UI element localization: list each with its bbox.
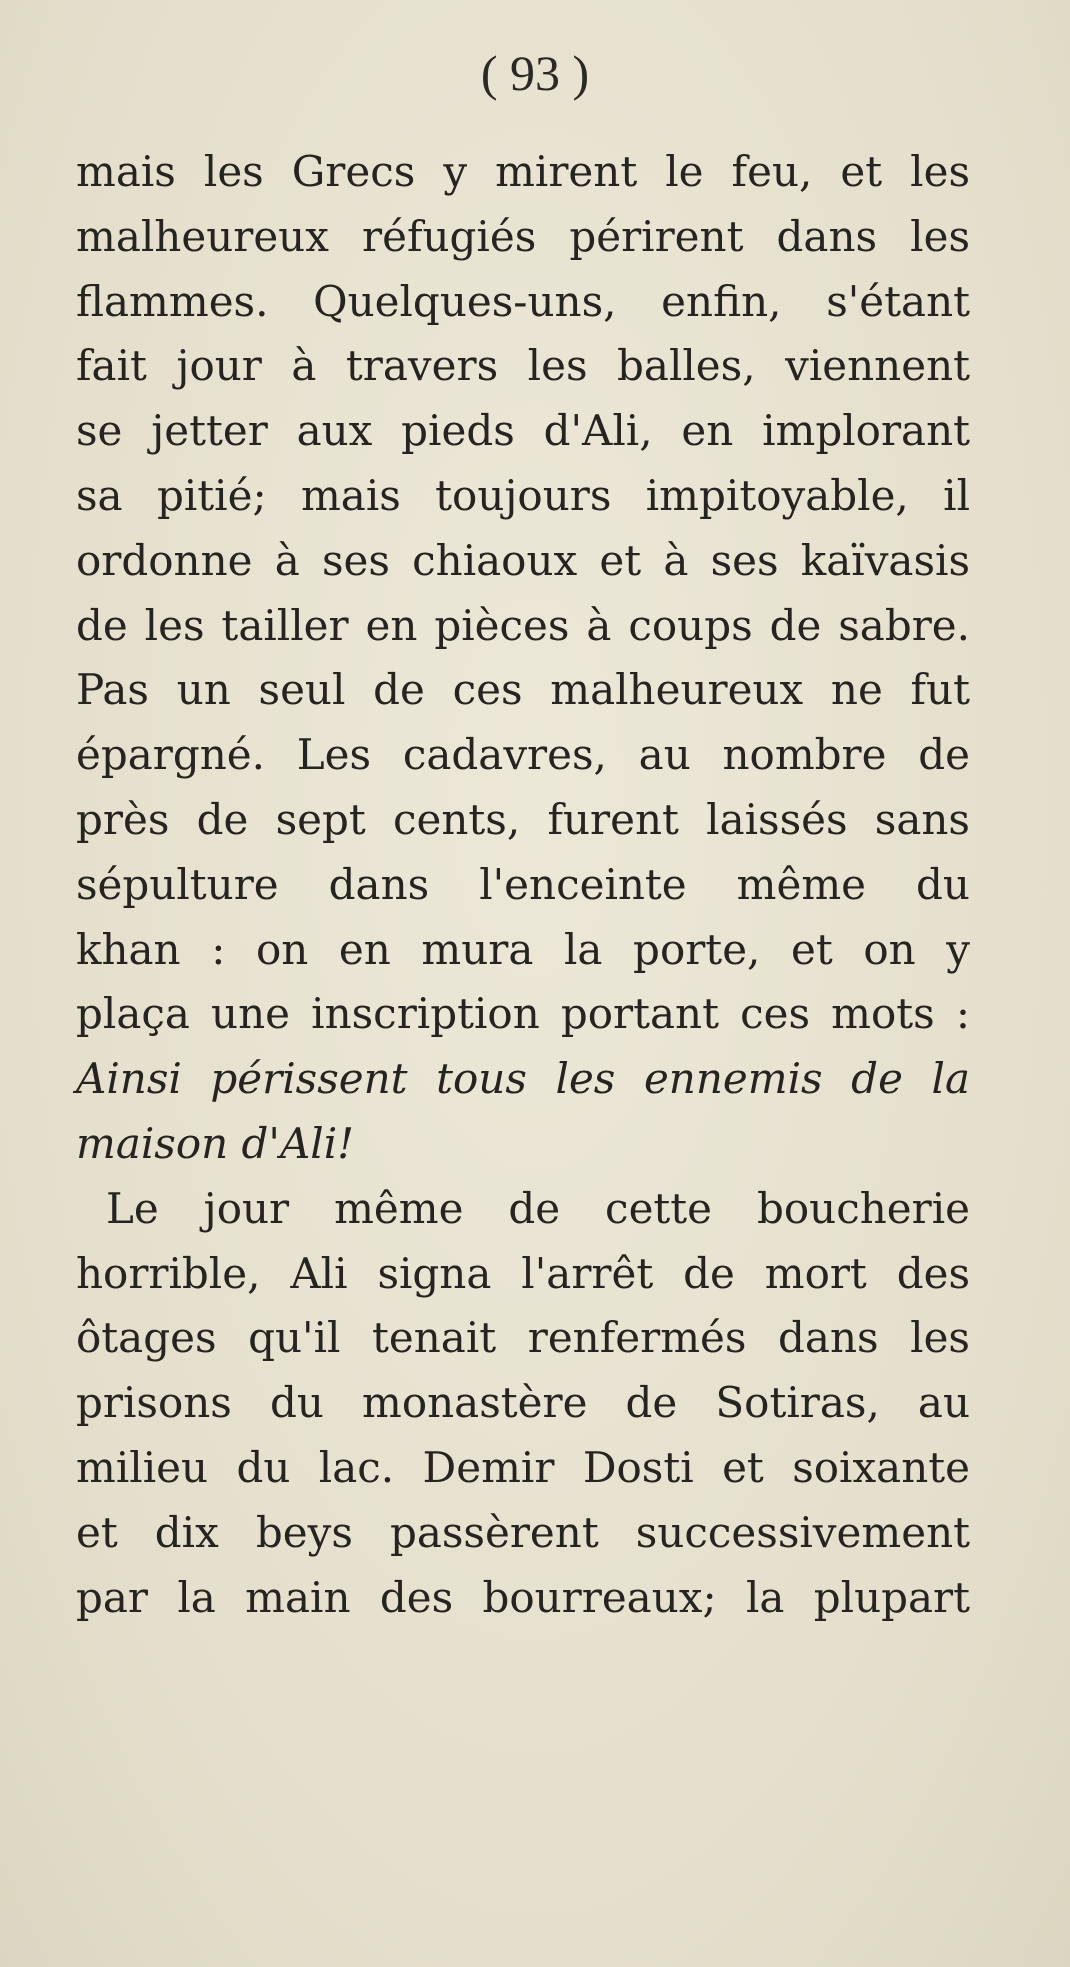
text-line: épargné. Les cadavres, au nombre de [76,730,970,780]
body-text [76,140,970,1630]
text-line: se jetter aux pieds d'Ali, en implorant [76,406,970,456]
text-line: par la main des bourreaux; la plupart [76,1572,970,1622]
text-line: horrible, Ali signa l'arrêt de mort des [76,1248,970,1298]
text-line: Pas un seul de ces malheureux ne fut [76,665,970,715]
text-line: sa pitié; mais toujours impitoyable, il [76,470,970,520]
text-line: mais les Grecs y mirent le feu, et les [76,147,970,196]
text-line: près de sept cents, furent laissés sans [76,794,970,844]
text-line: fait jour à travers les balles, viennent [76,341,970,391]
paragraph-1 [76,140,970,1177]
paragraph-2 [76,1177,970,1631]
text-line: milieu du lac. Demir Dosti et soixante [76,1442,970,1492]
text-line: plaça une inscription portant ces mots : [76,989,970,1039]
text-line: khan : on en mura la porte, et on y [76,924,970,974]
text-line: de les tailler en pièces à coups de sabre. [76,600,970,650]
inscription-line: maison d'Ali! [76,1118,355,1168]
text-line: prisons du monastère de Sotiras, au [76,1378,970,1428]
page-number: ( 93 ) [480,45,590,101]
text-line: Le jour même de cette boucherie [106,1183,970,1233]
text-line: et dix beys passèrent successivement [76,1507,970,1557]
text-line: ordonne à ses chiaoux et à ses kaïvasis [76,535,970,585]
text-line: sépulture dans l'enceinte même du [76,859,970,909]
text-line: malheureux réfugiés périrent dans les [76,211,970,261]
inscription-line: Ainsi périssent tous les ennemis de la [76,1054,970,1104]
text-line: flammes. Quelques-uns, enfin, s'étant [76,276,970,326]
text-line: ôtages qu'il tenait renfermés dans les [76,1313,970,1363]
